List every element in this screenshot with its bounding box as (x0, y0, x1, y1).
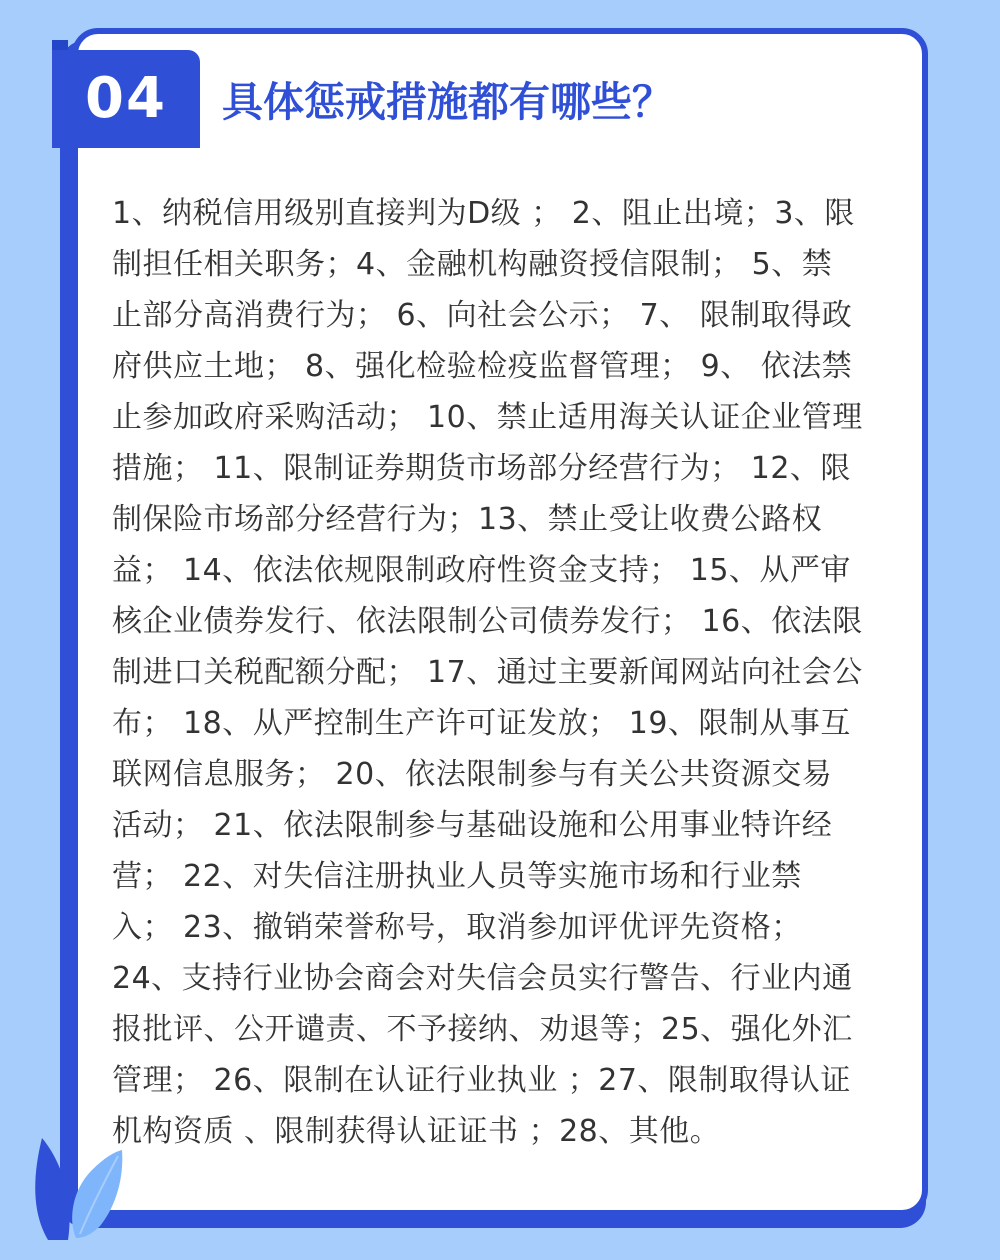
paragraph-line: 联网信息服务； 20、依法限制参与有关公共资源交易 (112, 757, 833, 792)
paragraph-line: 入； 23、撤销荣誉称号，取消参加评优评先资格； (112, 910, 802, 945)
paragraph-line: 活动； 21、依法限制参与基础设施和公用事业特许经 (112, 808, 833, 843)
paragraph-line: 布； 18、从严控制生产许可证发放； 19、限制从事互 (112, 706, 851, 741)
paragraph-line: 益； 14、依法依规限制政府性资金支持； 15、从严审 (112, 553, 851, 588)
paragraph-line: 制保险市场部分经营行为；13、禁止受让收费公路权 (112, 502, 823, 537)
paragraph-line: 制进口关税配额分配； 17、通过主要新闻网站向社会公 (112, 655, 863, 690)
paragraph-line: 24、支持行业协会商会对失信会员实行警告、行业内通 (112, 961, 853, 996)
paragraph-line: 机构资质 、限制获得认证证书 ；28、其他。 (112, 1114, 721, 1149)
paragraph-line: 措施； 11、限制证券期货市场部分经营行为； 12、限 (112, 451, 851, 486)
paragraph-line: 制担任相关职务；4、金融机构融资授信限制； 5、禁 (112, 247, 833, 282)
paragraph-line: 营； 22、对失信注册执业人员等实施市场和行业禁 (112, 859, 802, 894)
paragraph-line: 止参加政府采购活动； 10、禁止适用海关认证企业管理 (112, 400, 863, 435)
leaf-icon (28, 1130, 138, 1240)
section-title: 具体惩戒措施都有哪些？ (222, 78, 673, 126)
leaf-dark-icon (35, 1138, 69, 1240)
paragraph-line: 止部分高消费行为； 6、向社会公示； 7、 限制取得政 (112, 298, 853, 333)
section-number-badge: 04 (52, 50, 200, 148)
paragraph-line: 管理； 26、限制在认证行业执业 ；27、限制取得认证 (112, 1063, 851, 1098)
paragraph-line: 核企业债券发行、依法限制公司债券发行； 16、依法限 (112, 604, 863, 639)
measures-paragraph (112, 188, 892, 1157)
paragraph-line: 府供应土地； 8、强化检验检疫监督管理； 9、 依法禁 (112, 349, 853, 384)
paragraph-line: 报批评、公开谴责、不予接纳、劝退等；25、强化外汇 (112, 1012, 853, 1047)
paragraph-line: 1、纳税信用级别直接判为D级 ； 2、阻止出境；3、限 (112, 196, 855, 231)
